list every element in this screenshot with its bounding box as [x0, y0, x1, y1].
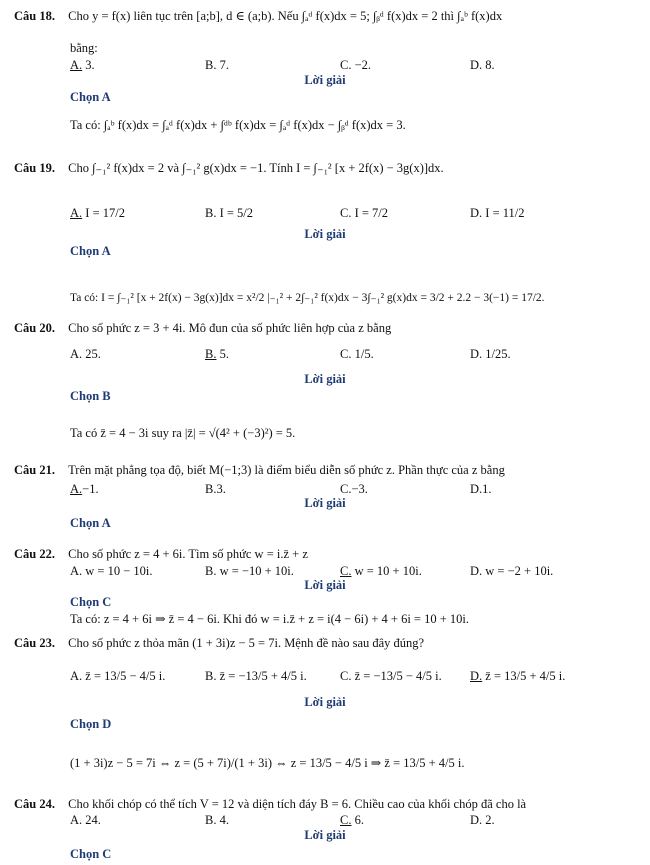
q23-work: (1 + 3i)z − 5 = 7i ⇔ z = (5 + 7i)/(1 + 3i) ⇔ z = 13/5 − 4/5 i ⇒ z̄ = 13/5 + 4/5 i.: [70, 756, 465, 770]
q18-stem-line: [14, 8, 502, 24]
q19-label: Câu 19.: [14, 161, 55, 175]
q18-answer: Chọn A: [70, 90, 111, 104]
q20-choice-b: B. 5.: [205, 347, 229, 361]
q23-solution-title: Lời giải: [304, 695, 346, 709]
q24-choice-c: C. 6.: [340, 813, 364, 827]
q24-answer: Chọn C: [70, 847, 112, 861]
q22-answer: Chọn C: [70, 595, 112, 609]
q19-choice-c: C. I = 7/2: [340, 206, 389, 220]
q23-stem-line: [14, 635, 424, 651]
q19-solution-title: Lời giải: [304, 227, 346, 241]
q24-choice-a: A. 24.: [70, 813, 101, 827]
q18-label: Câu 18.: [14, 9, 55, 23]
q21-stem: Trên mặt phẳng tọa độ, biết M(−1;3) là điểm biểu diễn số phức z. Phần thực của z bằng: [68, 463, 505, 477]
q23-label: Câu 23.: [14, 636, 55, 650]
q24-solution-title: Lời giải: [304, 828, 346, 842]
q20-choice-a: A. 25.: [70, 347, 101, 361]
q22-stem-line: [14, 546, 308, 562]
q19-work: Ta có: I = ∫₋₁² [x + 2f(x) − 3g(x)]dx = x²/2 |₋₁² + 2∫₋₁² f(x)dx − 3∫₋₁² g(x)dx = 3/2 + 2.2 − 3(−1) = 17/2.: [70, 292, 545, 304]
q21-label: Câu 21.: [14, 463, 55, 477]
q22-stem: Cho số phức z = 4 + 6i. Tìm số phức w = i.z̄ + z: [68, 547, 308, 561]
q24-label: Câu 24.: [14, 797, 55, 811]
q21-choice-a: A.−1.: [70, 482, 99, 496]
q19-stem: Cho ∫₋₁² f(x)dx = 2 và ∫₋₁² g(x)dx = −1. Tính I = ∫₋₁² [x + 2f(x) − 3g(x)]dx.: [68, 161, 444, 175]
q21-choice-d: D.1.: [470, 482, 492, 496]
q18-choice-b: B. 7.: [205, 58, 229, 72]
q18-choice-d: D. 8.: [470, 58, 495, 72]
q20-stem-line: [14, 320, 391, 336]
q18-choice-a: A. 3.: [70, 58, 95, 72]
q18-stem-continued: bằng:: [70, 41, 98, 55]
q19-choice-d: D. I = 11/2: [470, 206, 525, 220]
q22-label: Câu 22.: [14, 547, 55, 561]
q22-choice-d: D. w = −2 + 10i.: [470, 564, 554, 578]
q20-answer: Chọn B: [70, 389, 111, 403]
q23-choice-a: A. z̄ = 13/5 − 4/5 i.: [70, 669, 166, 683]
q19-answer: Chọn A: [70, 244, 111, 258]
q19-choice-b: B. I = 5/2: [205, 206, 254, 220]
q19-stem-line: [14, 160, 444, 176]
q24-choice-b: B. 4.: [205, 813, 229, 827]
q20-choice-d: D. 1/25.: [470, 347, 511, 361]
q20-label: Câu 20.: [14, 321, 55, 335]
q21-stem-line: [14, 462, 505, 478]
q23-choice-c: C. z̄ = −13/5 − 4/5 i.: [340, 669, 442, 683]
q24-stem: Cho khối chóp có thể tích V = 12 và diện tích đáy B = 6. Chiều cao của khối chóp đã cho là: [68, 797, 527, 811]
q21-solution-title: Lời giải: [304, 496, 346, 510]
q20-choice-c: C. 1/5.: [340, 347, 374, 361]
q22-choice-b: B. w = −10 + 10i.: [205, 564, 294, 578]
q21-choice-c: C.−3.: [340, 482, 368, 496]
q20-solution-title: Lời giải: [304, 372, 346, 386]
q18-choice-c: C. −2.: [340, 58, 372, 72]
q18-work: Ta có: ∫ₐᵇ f(x)dx = ∫ₐᵈ f(x)dx + ∫ᵈᵇ f(x)dx = ∫ₐᵈ f(x)dx − ∫ᵦᵈ f(x)dx = 3.: [70, 118, 406, 132]
q23-choice-d: D. z̄ = 13/5 + 4/5 i.: [470, 669, 566, 683]
q23-answer: Chọn D: [70, 717, 112, 731]
q23-choice-b: B. z̄ = −13/5 + 4/5 i.: [205, 669, 307, 683]
q21-answer: Chọn A: [70, 516, 111, 530]
q22-solution-title: Lời giải: [304, 578, 346, 592]
q21-choice-b: B.3.: [205, 482, 226, 496]
q20-stem: Cho số phức z = 3 + 4i. Mô đun của số phức liên hợp của z bằng: [68, 321, 392, 335]
q18-solution-title: Lời giải: [304, 73, 346, 87]
q22-work: Ta có: z = 4 + 6i ⇒ z̄ = 4 − 6i. Khi đó w = i.z̄ + z = i(4 − 6i) + 4 + 6i = 10 + 10i.: [70, 612, 470, 626]
q18-stem: Cho y = f(x) liên tục trên [a;b], d ∈ (a;b). Nếu ∫ₐᵈ f(x)dx = 5; ∫ᵦᵈ f(x)dx = 2 thì ∫ₐᵇ f(x)dx: [68, 9, 503, 23]
q19-choice-a: A. I = 17/2: [70, 206, 125, 220]
q22-choice-c: C. w = 10 + 10i.: [340, 564, 422, 578]
q24-stem-line: [14, 796, 526, 812]
q23-stem: Cho số phức z thỏa mãn (1 + 3i)z − 5 = 7i. Mệnh đề nào sau đây đúng?: [68, 636, 425, 650]
q22-choice-a: A. w = 10 − 10i.: [70, 564, 153, 578]
q20-work: Ta có z̄ = 4 − 3i suy ra |z̄| = √(4² + (−3)²) = 5.: [70, 426, 296, 440]
q24-choice-d: D. 2.: [470, 813, 495, 827]
